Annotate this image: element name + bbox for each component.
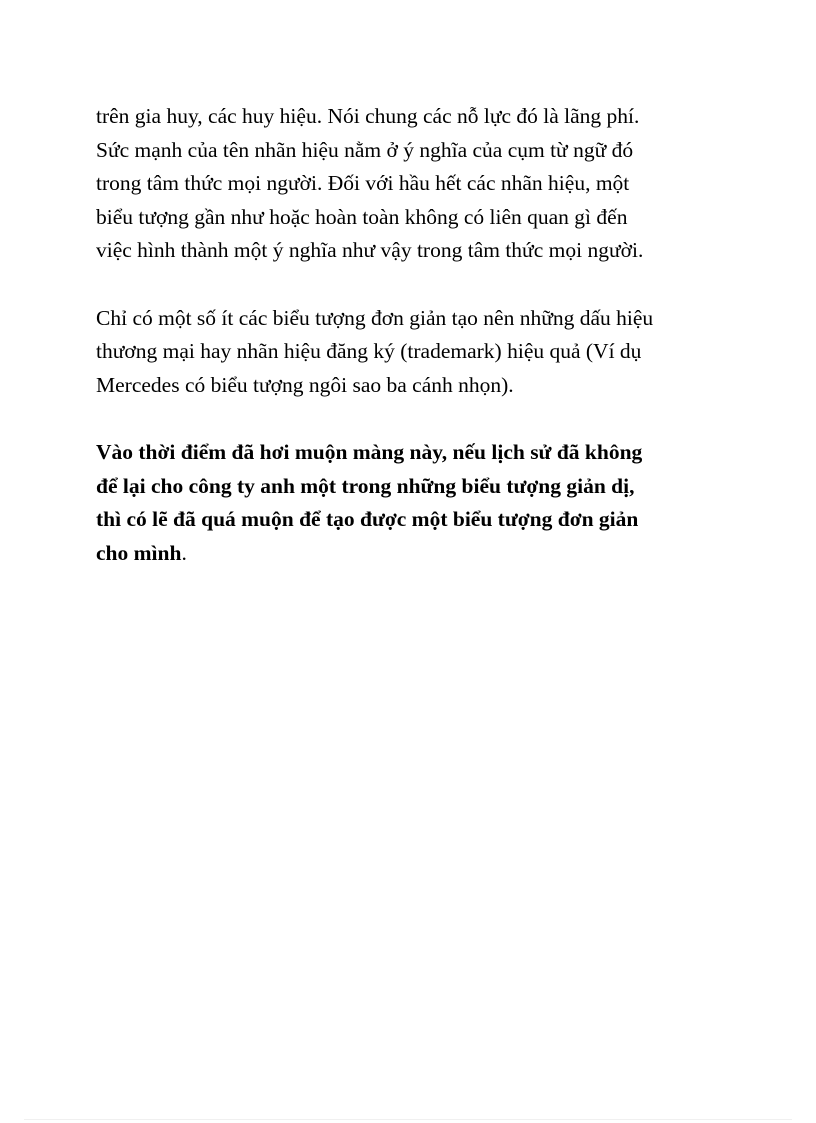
text-line: thương mại hay nhãn hiệu đăng ký (trademark) hiệu quả (Ví dụ	[96, 339, 642, 364]
text-line: thì có lẽ đã quá muộn để tạo được một biểu tượng đơn giản	[96, 507, 639, 532]
text-line: Vào thời điểm đã hơi muộn màng này, nếu lịch sử đã không	[96, 439, 643, 464]
text-line: để lại cho công ty anh một trong những biểu tượng giản dị,	[96, 473, 635, 498]
paragraph-trademark-examples	[96, 302, 736, 403]
paragraph-brand-meaning	[96, 100, 736, 268]
text-line: Chỉ có một số ít các biểu tượng đơn giản tạo nên những dấu hiệu	[96, 305, 654, 330]
text-line: Mercedes có biểu tượng ngôi sao ba cánh nhọn).	[96, 372, 514, 397]
text-line: biểu tượng gần như hoặc hoàn toàn không có liên quan gì đến	[96, 204, 628, 229]
text-line: trong tâm thức mọi người. Đối với hầu hết các nhãn hiệu, một	[96, 171, 630, 196]
paragraph-conclusion	[96, 436, 736, 570]
text-line: Sức mạnh của tên nhãn hiệu nằm ở ý nghĩa của cụm từ ngữ đó	[96, 137, 634, 162]
trailing-period: .	[181, 540, 187, 565]
text-line: việc hình thành một ý nghĩa như vậy trong tâm thức mọi người.	[96, 238, 644, 263]
text-line-last	[96, 537, 736, 571]
text-line: trên gia huy, các huy hiệu. Nói chung các nỗ lực đó là lãng phí.	[96, 104, 640, 128]
page-bottom-edge	[24, 1119, 792, 1120]
text-fragment-bold: cho mình	[96, 540, 182, 565]
page-body	[96, 100, 736, 604]
